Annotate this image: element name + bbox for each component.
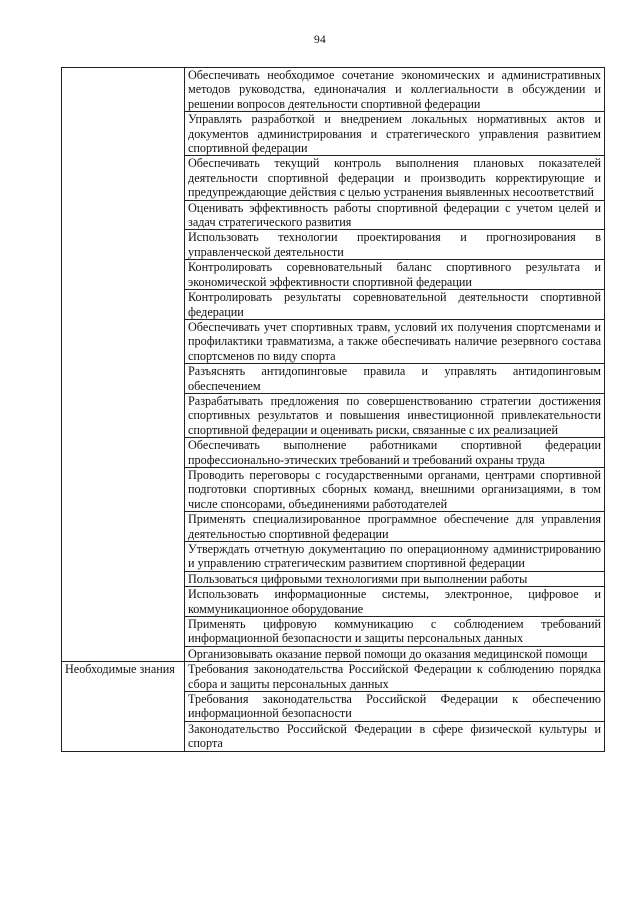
table-cell: Организовывать оказание первой помощи до оказания медицинской помощи (185, 646, 605, 661)
table-cell: Применять цифровую коммуникацию с соблюдением требований информационной безопасности и защиты персональных данных (185, 617, 605, 647)
table-cell: Применять специализированное программное обеспечение для управления деятельностью спортивной федерации (185, 512, 605, 542)
table-cell: Утверждать отчетную документацию по операционному администрированию и управлению стратегическим развитием спортивной федерации (185, 542, 605, 572)
table-cell: Обеспечивать необходимое сочетание экономических и административных методов руководства, единоначалия и коллегиальности в обсуждении и решении вопросов деятельности спортивной федерации (185, 68, 605, 112)
requirements-table (61, 67, 605, 752)
table-cell: Обеспечивать выполнение работниками спортивной федерации профессионально-этических требований и требований охраны труда (185, 438, 605, 468)
table-cell: Контролировать результаты соревновательной деятельности спортивной федерации (185, 290, 605, 320)
table-row (62, 662, 605, 692)
table-cell: Разъяснять антидопинговые правила и управлять антидопинговым обеспечением (185, 364, 605, 394)
table-cell: Оценивать эффективность работы спортивной федерации с учетом целей и задач стратегического развития (185, 200, 605, 230)
table-cell: Законодательство Российской Федерации в сфере физической культуры и спорта (185, 721, 605, 751)
section-label-knowledge: Необходимые знания (62, 662, 185, 751)
table-cell: Разрабатывать предложения по совершенствованию стратегии достижения спортивных результатов и повышения инвестиционной привлекательности спортивной федерации и оценивать риски, связанные с их реализацией (185, 393, 605, 437)
table-cell: Использовать технологии проектирования и прогнозирования в управленческой деятельности (185, 230, 605, 260)
table-cell: Проводить переговоры с государственными органами, центрами спортивной подготовки спортивных сборных команд, внешними организациями, в том числе спонсорами, объединениями работодателей (185, 467, 605, 511)
table-cell: Управлять разработкой и внедрением локальных нормативных актов и документов администрирования и стратегического управления развитием спортивной федерации (185, 112, 605, 156)
section-label-skills (62, 68, 185, 662)
table-cell: Использовать информационные системы, электронное, цифровое и коммуникационное оборудование (185, 587, 605, 617)
table-cell: Требования законодательства Российской Федерации к обеспечению информационной безопасности (185, 692, 605, 722)
table-row (62, 68, 605, 112)
table-cell: Контролировать соревновательный баланс спортивного результата и экономической эффективности спортивной федерации (185, 260, 605, 290)
table-cell: Пользоваться цифровыми технологиями при выполнении работы (185, 571, 605, 586)
table-cell: Требования законодательства Российской Федерации к соблюдению порядка сбора и защиты персональных данных (185, 662, 605, 692)
table-cell: Обеспечивать текущий контроль выполнения плановых показателей деятельности спортивной федерации и производить корректирующие и предупреждающие действия с целью устранения выявленных несоответствий (185, 156, 605, 200)
table-cell: Обеспечивать учет спортивных травм, условий их получения спортсменами и профилактики травматизма, а также обеспечивать наличие резервного состава спортсменов по виду спорта (185, 319, 605, 363)
page-number: 94 (314, 34, 326, 46)
